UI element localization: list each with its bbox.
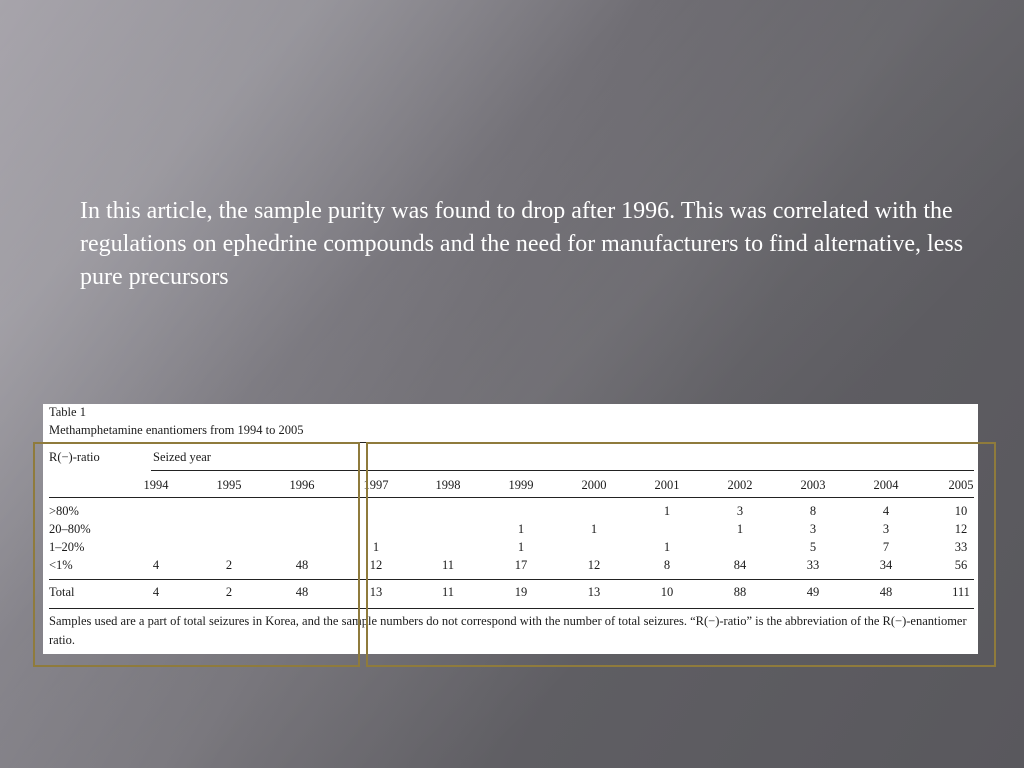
year-header-cell: 1997 [363, 478, 389, 492]
total-cell: 111 [952, 585, 970, 599]
table-cell: 12 [587, 558, 601, 572]
row-label: <1% [49, 558, 73, 572]
total-cell: 48 [879, 585, 893, 599]
row-label: >80% [49, 504, 79, 518]
total-cell: 49 [806, 585, 820, 599]
year-header-cell: 2003 [800, 478, 826, 492]
table-cell: 34 [879, 558, 893, 572]
table-cell: 3 [882, 522, 890, 536]
table-cell: 1 [372, 540, 380, 554]
year-header-cell: 1996 [289, 478, 315, 492]
table-cell: 17 [514, 558, 528, 572]
table-cell: 1 [663, 540, 671, 554]
table-cell: 1 [517, 540, 525, 554]
table-cell: 33 [954, 540, 968, 554]
slide-paragraph: In this article, the sample purity was found to drop after 1996. This was correlated with the regulations on ephedrine compounds and the need for manufacturers to find alternative, less pure precursors [80, 198, 964, 290]
year-header-cell: 1994 [143, 478, 169, 492]
total-cell: 13 [369, 585, 383, 599]
highlight-box-right [366, 442, 996, 667]
table-cell: 7 [882, 540, 890, 554]
year-header-cell: 2005 [948, 478, 974, 492]
table-cell: 48 [295, 558, 309, 572]
total-cell: 88 [733, 585, 747, 599]
total-label: Total [49, 585, 75, 599]
table-cell: 1 [517, 522, 525, 536]
table-cell: 12 [954, 522, 968, 536]
year-header-cell: 2000 [581, 478, 607, 492]
table-cell: 8 [809, 504, 817, 518]
year-header-cell: 1999 [508, 478, 534, 492]
table-cell: 1 [663, 504, 671, 518]
group-header: Seized year [153, 450, 211, 464]
table-cell: 4 [882, 504, 890, 518]
table-cell: 10 [954, 504, 968, 518]
table-label: Table 1 [49, 405, 86, 419]
table-cell: 33 [806, 558, 820, 572]
total-cell: 19 [514, 585, 528, 599]
table-cell: 3 [809, 522, 817, 536]
year-header-cell: 1998 [435, 478, 461, 492]
table-cell: 8 [663, 558, 671, 572]
table-footnote: Samples used are a part of total seizures in Korea, and the sample numbers do not correspond with the number of total seizures. “R(−)-ratio” is the abbreviation of the R(−)-enantiomer ratio. [49, 614, 967, 647]
year-header-cell: 2001 [654, 478, 680, 492]
total-cell: 4 [152, 585, 160, 599]
table-caption: Methamphetamine enantiomers from 1994 to 2005 [49, 423, 304, 437]
table-cell: 1 [736, 522, 744, 536]
total-cell: 10 [660, 585, 674, 599]
table-cell: 84 [733, 558, 747, 572]
total-cell: 2 [225, 585, 233, 599]
table-cell: 11 [441, 558, 455, 572]
total-cell: 11 [441, 585, 455, 599]
row-label: 1–20% [49, 540, 85, 554]
table-cell: 2 [225, 558, 233, 572]
table-cell: 4 [152, 558, 160, 572]
table-cell: 5 [809, 540, 817, 554]
total-cell: 48 [295, 585, 309, 599]
row-header: R(−)-ratio [49, 450, 100, 464]
row-label: 20–80% [49, 522, 91, 536]
year-header-cell: 2004 [873, 478, 899, 492]
table-cell: 3 [736, 504, 744, 518]
highlight-box-left [33, 442, 360, 667]
year-header-cell: 1995 [216, 478, 242, 492]
table-cell: 1 [590, 522, 598, 536]
table-cell: 12 [369, 558, 383, 572]
table-cell: 56 [954, 558, 968, 572]
total-cell: 13 [587, 585, 601, 599]
year-header-cell: 2002 [727, 478, 753, 492]
